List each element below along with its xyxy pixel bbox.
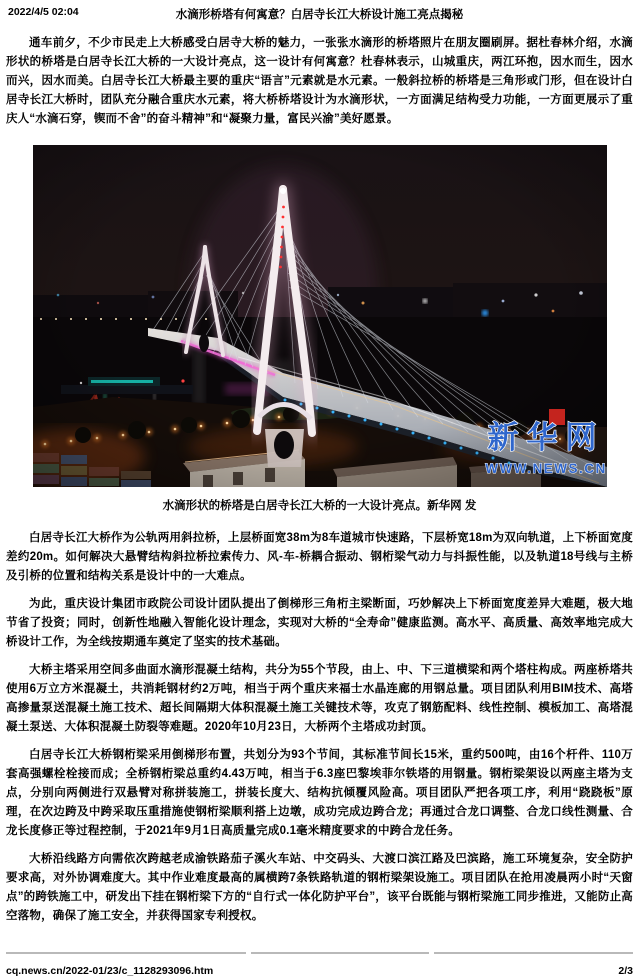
svg-text:新华网: 新华网	[487, 420, 604, 455]
article-paragraph: 大桥沿线路方向需依次跨越老成渝铁路茄子溪火车站、中交码头、大渡口滨江路及巴滨路，施工环境复杂，安全防护要求高，对外协调难度大。其中作业难度最高的属横跨7条铁路轨道的钢桁梁架设施工。项目团队在抢用凌晨两小时“天窗点”的跨铁施工中，研发出下挂在钢桁梁下方的“自行式一体化防护平台”，该平台既能与钢桁梁施工同步推进，又能防止高空落物，确保了施工安全，并获得国家专利授权。	[6, 853, 633, 922]
print-footer	[6, 965, 633, 977]
print-timestamp: 2022/4/5 02:04	[8, 6, 79, 18]
article-body	[6, 34, 633, 926]
bridge-photo	[33, 145, 607, 487]
footer-divider	[6, 952, 633, 954]
article-paragraph: 通车前夕，不少市民走上大桥感受白居寺大桥的魅力，一张张水滴形的桥塔照片在朋友圈刷屏。据杜春林介绍，水滴形状的桥塔是白居寺长江大桥的一大设计亮点，这一设计有何寓意？杜春林表示，山城重庆，两江环抱，因水而生，因水而兴，因水而美。白居寺长江大桥最主要的重庆“语言”元素就是水元素。一般斜拉桥的桥塔是三角形或门形，但在设计白居寺长江大桥时，团队充分融合重庆水元素，将大桥桥塔设计为水滴形状，一方面满足结构受力功能，一方面更展示了重庆人“水滴石穿，锲而不舍”的奋斗精神”和“凝聚力量，富民兴渝”美好愿景。	[6, 37, 633, 125]
article-paragraph: 大桥主塔采用空间多曲面水滴形混凝土结构，共分为55个节段，由上、中、下三道横梁和两个塔柱构成。两座桥塔共使用6万立方米混凝土，共消耗钢材约2万吨，相当于两个重庆来福士水晶连廊的用钢总量。项目团队利用BIM技术、高塔高掺量泵送混凝土施工技术、超长间隔期大体积混凝土施工关键技术等，攻克了钢筋配料、线性控制、模板加工、高塔混凝土泵送、大体积混凝土防裂等难题。2020年10月23日，大桥两个主塔成功封顶。	[6, 664, 633, 733]
xinhuanet-watermark	[485, 409, 606, 476]
page-number: 2/3	[618, 965, 633, 977]
print-header	[6, 6, 633, 22]
photo-caption: 水滴形状的桥塔是白居寺长江大桥的一大设计亮点。新华网 发	[162, 500, 477, 512]
svg-text:WWW.NEWS.CN: WWW.NEWS.CN	[484, 461, 607, 476]
source-url: cq.news.cn/2022-01/23/c_1128293096.htm	[6, 965, 214, 977]
article-paragraph: 为此，重庆设计集团市政院公司设计团队提出了倒梯形三角桁主梁断面，巧妙解决上下桥面宽度差异大难题，极大地节省了投资；同时，创新性地融入智能化设计理念，实现对大桥的“全寿命”健康监测。高水平、高质量、高效率地完成大桥设计工作，为全线按期通车奠定了坚实的技术基础。	[6, 598, 633, 648]
page-title: 水滴形桥塔有何寓意？白居寺长江大桥设计施工亮点揭秘	[175, 9, 464, 21]
article-paragraph: 白居寺长江大桥钢桁梁采用倒梯形布置，共划分为93个节间，其标准节间长15米，重约500吨，由16个杆件、110万套高强螺栓栓接而成；全桥钢桁梁总重约4.43万吨，相当于6.3座巴黎埃菲尔铁塔的用钢量。钢桁梁架设以两座主塔为支点，分别向两侧进行双悬臂对称拼装施工，拼装长度大、结构抗倾覆风险高。项目团队严把各项工序，利用“跷跷板”原理，在次边跨及中跨采取压重措施使钢桁梁顺利搭上边墩，成功完成边跨合龙；再通过合龙口调整、合龙口线性测量、合龙长度修正等过程控制，于2021年9月1日高质量完成0.1毫米精度要求的中跨合龙任务。	[6, 749, 633, 837]
article-paragraph: 白居寺长江大桥作为公轨两用斜拉桥，上层桥面宽38m为8车道城市快速路，下层桥宽18m为双向轨道，上下桥面宽度差约20m。如何解决大悬臂结构斜拉桥拉索传力、风-车-桥耦合振动、钢桁梁气动力与抖振性能，以及轨道18号线与主桥及引桥的位置和结构关系是设计中的一大难点。	[6, 532, 633, 582]
